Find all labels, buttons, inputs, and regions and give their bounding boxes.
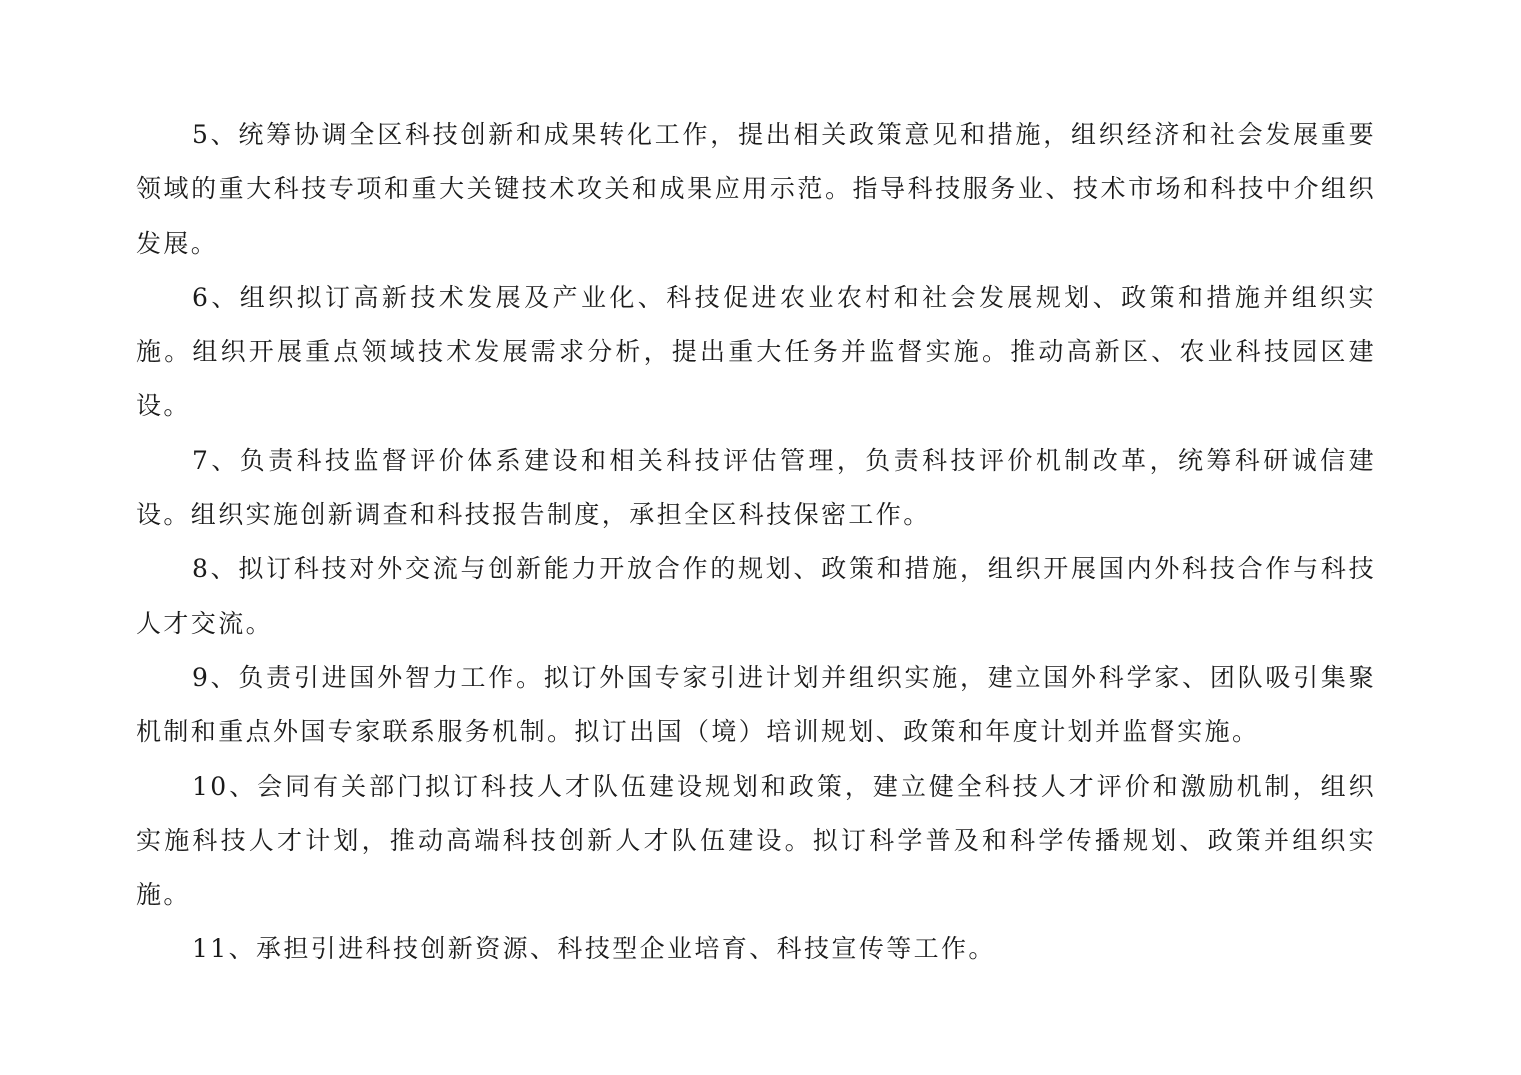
paragraph-item-5: 5、统筹协调全区科技创新和成果转化工作，提出相关政策意见和措施，组织经济和社会发展重要领域的重大科技专项和重大关键技术攻关和成果应用示范。指导科技服务业、技术市场和科技中介组织发展。 bbox=[136, 120, 1376, 258]
paragraph-item-11: 11、承担引进科技创新资源、科技型企业培育、科技宣传等工作。 bbox=[192, 934, 996, 964]
paragraph-item-8: 8、拟订科技对外交流与创新能力开放合作的规划、政策和措施，组织开展国内外科技合作与科技人才交流。 bbox=[136, 554, 1376, 638]
paragraph-item-9: 9、负责引进国外智力工作。拟订外国专家引进计划并组织实施，建立国外科学家、团队吸引集聚机制和重点外国专家联系服务机制。拟订出国（境）培训规划、政策和年度计划并监督实施。 bbox=[136, 662, 1376, 747]
document-body bbox=[136, 108, 1376, 977]
paragraph-item-6: 6、组织拟订高新技术发展及产业化、科技促进农业农村和社会发展规划、政策和措施并组织实施。组织开展重点领域技术发展需求分析，提出重大任务并监督实施。推动高新区、农业科技园区建设。 bbox=[136, 282, 1376, 421]
paragraph-item-7: 7、负责科技监督评价体系建设和相关科技评估管理，负责科技评价机制改革，统筹科研诚信建设。组织实施创新调查和科技报告制度，承担全区科技保密工作。 bbox=[136, 445, 1376, 530]
paragraph-item-10: 10、会同有关部门拟订科技人才队伍建设规划和政策，建立健全科技人才评价和激励机制，组织实施科技人才计划，推动高端科技创新人才队伍建设。拟订科学普及和科学传播规划、政策并组织实施。 bbox=[136, 771, 1376, 910]
